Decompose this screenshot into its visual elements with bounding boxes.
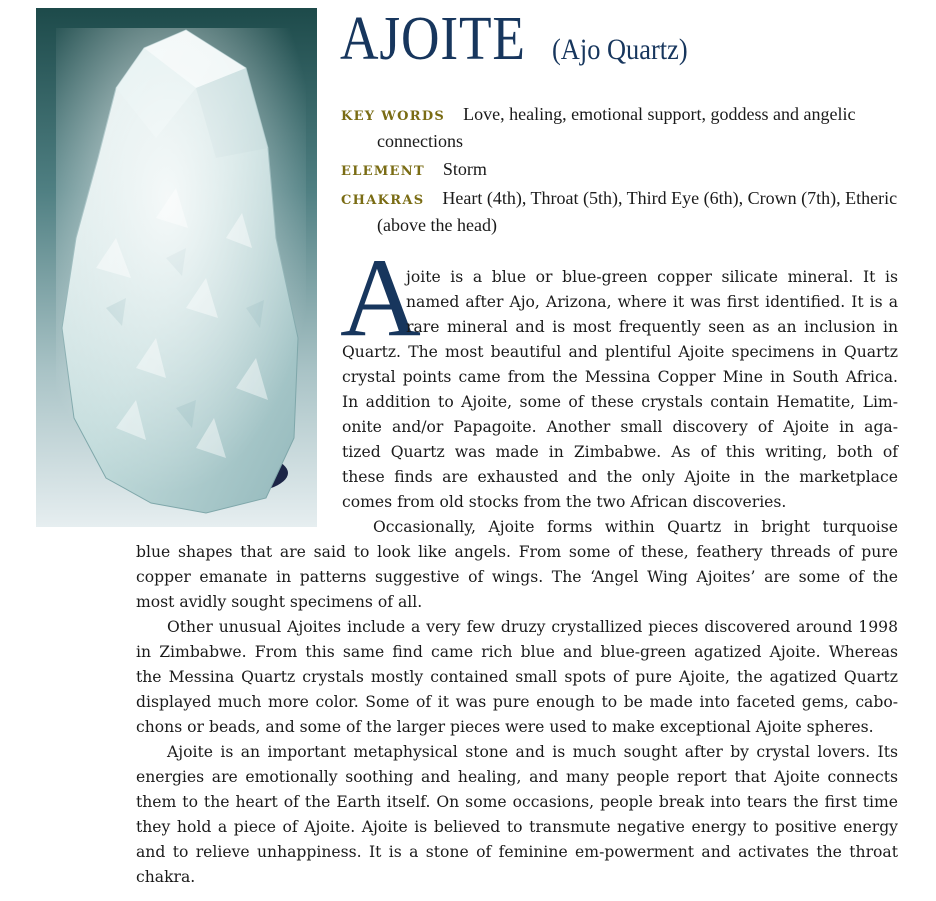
drop-cap: A [340, 236, 421, 360]
text-line: copper emanate in patterns suggestive of wings. The ‘Angel Wing Ajoites’ are some of the [136, 568, 898, 586]
page-subtitle: (Ajo Quartz) [552, 33, 688, 66]
chakras-row [341, 186, 936, 238]
text-line: comes from old stocks from the two African discoveries. [342, 493, 787, 511]
paragraph-1-body [342, 340, 898, 515]
text-line: Ajoite is an important metaphysical stone and is much sought after by crystal lovers. Its [167, 743, 898, 761]
paragraph-2 [136, 540, 898, 615]
element-row [341, 157, 936, 184]
text-line: the Messina Quartz crystals mostly contained small spots of pure Ajoite, the agatized Quartz [136, 668, 898, 686]
keywords-label: KEY WORDS [341, 109, 446, 124]
keywords-row [341, 102, 936, 154]
chakras-label: CHAKRAS [341, 193, 425, 208]
paragraph-2-first-line [373, 515, 898, 540]
text-line: displayed much more color. Some of it was pure enough to be made into faceted gems, cabo- [136, 693, 898, 711]
text-line: Quartz. The most beautiful and plentiful Ajoite specimens in Quartz [342, 343, 898, 361]
text-line: named after Ajo, Arizona, where it was first identified. It is a [406, 293, 898, 311]
full-width-text [136, 540, 898, 890]
element-label: ELEMENT [341, 164, 425, 179]
text-line: most avidly sought specimens of all. [136, 593, 423, 611]
text-line: energies are emotionally soothing and healing, and many people report that Ajoite connects [136, 768, 898, 786]
paragraph-3 [136, 615, 898, 740]
paragraph-1-intro [406, 265, 898, 340]
paragraph-4 [136, 740, 898, 890]
text-line: joite is a blue or blue-green copper silicate mineral. It is [406, 268, 898, 286]
text-line: In addition to Ajoite, some of these crystals contain Hematite, Lim- [342, 393, 898, 411]
text-line: them to the heart of the Earth itself. On some occasions, people break into tears the first time [136, 793, 898, 811]
chakras-value: Heart (4th), Throat (5th), Third Eye (6th), Crown (7th), Etheric (above the head) [377, 188, 898, 235]
text-line: these finds are exhausted and the only Ajoite in the marketplace [342, 468, 898, 486]
text-line: in Zimbabwe. From this same find came rich blue and blue-green agatized Ajoite. Whereas [136, 643, 898, 661]
text-line: Occasionally, Ajoite forms within Quartz in bright turquoise [373, 518, 898, 536]
text-line: Other unusual Ajoites include a very few druzy crystallized pieces discovered around 1998 [167, 618, 898, 636]
text-line: chakra. [136, 868, 196, 886]
text-line: onite and/or Papagoite. Another small discovery of Ajoite in aga- [342, 418, 898, 436]
ajoite-crystal-image [36, 8, 317, 527]
text-line: and to relieve unhappiness. It is a stone of feminine em-powerment and activates the throat [136, 843, 898, 861]
text-line: chons or beads, and some of the larger pieces were used to make exceptional Ajoite spheres. [136, 718, 874, 736]
keywords-value: Love, healing, emotional support, goddess and angelic connections [377, 104, 856, 151]
text-line: blue shapes that are said to look like angels. From some of these, feathery threads of pure [136, 543, 898, 561]
text-line: tized Quartz was made in Zimbabwe. As of this writing, both of [342, 443, 898, 461]
element-value: Storm [442, 159, 487, 179]
crystal-photo [36, 8, 317, 527]
page-title: AJOITE [340, 5, 526, 73]
text-line: they hold a piece of Ajoite. Ajoite is believed to transmute negative energy to positive energy [136, 818, 898, 836]
text-line: rare mineral and is most frequently seen as an inclusion in [406, 318, 898, 336]
text-line: crystal points came from the Messina Copper Mine in South Africa. [342, 368, 898, 386]
title-row [340, 4, 688, 74]
